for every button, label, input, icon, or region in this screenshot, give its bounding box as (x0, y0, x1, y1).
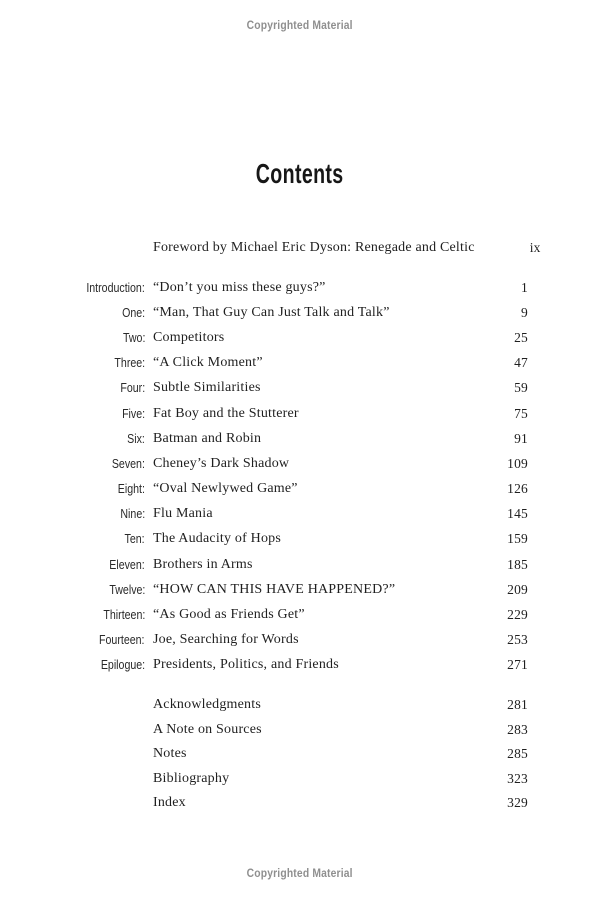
chapter-title: Cheney’s Dark Shadow (153, 455, 290, 471)
back-matter-list (60, 693, 528, 816)
chapter-page-number: 75 (514, 405, 528, 421)
toc-row (60, 426, 528, 451)
chapter-page-number: 329 (507, 795, 528, 811)
toc-row (60, 300, 528, 325)
chapter-label: Eleven: (109, 557, 145, 572)
chapter-label: Five: (121, 406, 145, 421)
chapter-title: Subtle Similarities (153, 380, 261, 396)
chapter-title: “Oval Newlywed Game” (153, 481, 298, 497)
toc-row (60, 502, 528, 527)
toc-row (60, 325, 528, 350)
foreword-row (60, 235, 541, 260)
chapter-page-number: 109 (507, 455, 528, 471)
chapter-label: Thirteen: (103, 608, 145, 623)
toc-row (60, 577, 528, 602)
chapter-page-number: 271 (507, 657, 528, 673)
chapter-label: Four: (120, 381, 145, 396)
chapter-label-cell (60, 505, 145, 523)
foreword-title: Foreword by Michael Eric Dyson: Renegade and Celtic (153, 239, 475, 255)
chapter-label-cell (60, 556, 145, 574)
toc-row (60, 742, 528, 767)
toc-row (60, 527, 528, 552)
chapter-title: Batman and Robin (153, 430, 262, 446)
toc-row (60, 552, 528, 577)
chapter-label: Six: (127, 431, 145, 446)
chapter-title: Flu Mania (153, 506, 213, 522)
chapter-label-cell (60, 581, 145, 599)
chapter-page-number: 283 (507, 721, 528, 737)
chapter-page-number: 91 (514, 430, 528, 446)
chapter-title: The Audacity of Hops (153, 531, 282, 547)
toc-row (60, 451, 528, 476)
page-title (0, 154, 600, 191)
toc-row (60, 791, 528, 816)
foreword-page-number: ix (529, 239, 541, 255)
chapter-page-number: 229 (507, 607, 528, 623)
chapter-page-number: 159 (507, 531, 528, 547)
copyright-notice-bottom (0, 866, 600, 880)
chapter-title: Index (153, 795, 186, 811)
chapter-label: Ten: (124, 532, 145, 547)
chapter-page-number: 323 (507, 770, 528, 786)
toc-row (60, 602, 528, 627)
chapter-label: Nine: (120, 507, 145, 522)
chapter-page-number: 9 (521, 304, 528, 320)
chapter-title: “Man, That Guy Can Just Talk and Talk” (153, 304, 390, 320)
chapter-page-number: 185 (507, 556, 528, 572)
chapter-page-number: 253 (507, 632, 528, 648)
chapter-label-cell (60, 379, 145, 397)
page-title-text: Contents (256, 158, 344, 189)
chapter-label-cell (60, 530, 145, 548)
toc-row (60, 653, 528, 678)
chapter-label-cell (60, 354, 145, 372)
chapter-label: Fourteen: (99, 633, 145, 648)
toc-row (60, 767, 528, 792)
chapter-title: “As Good as Friends Get” (153, 607, 305, 623)
toc-row (60, 351, 528, 376)
chapter-title: Presidents, Politics, and Friends (153, 657, 339, 673)
chapter-label-cell (60, 631, 145, 649)
chapter-label: Two: (122, 330, 145, 345)
chapter-title: Acknowledgments (153, 697, 261, 713)
chapter-page-number: 281 (507, 697, 528, 713)
chapter-label: Epilogue: (100, 658, 145, 673)
toc-row (60, 275, 528, 300)
chapter-label-cell (60, 480, 145, 498)
chapter-label-cell (60, 430, 145, 448)
chapter-label-cell (60, 329, 145, 347)
chapter-label: Eight: (117, 482, 145, 497)
copyright-notice-bottom-text: Copyrighted Material (246, 866, 354, 880)
chapter-page-number: 285 (507, 746, 528, 762)
chapter-label-cell (60, 405, 145, 423)
chapter-label: Twelve: (108, 582, 145, 597)
chapter-title: Notes (153, 746, 187, 762)
chapter-title: Joe, Searching for Words (153, 632, 299, 648)
chapter-label: One: (121, 305, 145, 320)
chapter-page-number: 25 (514, 329, 528, 345)
chapter-title: Fat Boy and the Stutterer (153, 405, 299, 421)
chapter-title: “HOW CAN THIS HAVE HAPPENED?” (153, 581, 396, 597)
toc-row (60, 693, 528, 718)
chapter-label-cell (60, 304, 145, 322)
chapter-label: Seven: (111, 456, 145, 471)
chapter-page-number: 126 (507, 481, 528, 497)
toc-row (60, 376, 528, 401)
chapter-title: Brothers in Arms (153, 556, 253, 572)
chapter-page-number: 145 (507, 506, 528, 522)
chapter-page-number: 47 (514, 355, 528, 371)
copyright-notice-top (0, 18, 600, 32)
chapter-list (60, 275, 528, 678)
chapter-title: Bibliography (153, 770, 230, 786)
chapter-page-number: 59 (514, 380, 528, 396)
chapter-title: “Don’t you miss these guys?” (153, 279, 326, 295)
chapter-title: A Note on Sources (153, 721, 262, 737)
chapter-title: Competitors (153, 329, 225, 345)
chapter-label-cell (60, 606, 145, 624)
toc-row (60, 628, 528, 653)
chapter-label-cell (60, 279, 145, 297)
copyright-notice-top-text: Copyrighted Material (246, 18, 354, 32)
chapter-label: Introduction: (86, 280, 145, 295)
chapter-page-number: 209 (507, 581, 528, 597)
chapter-title: “A Click Moment” (153, 355, 263, 371)
toc-row (60, 401, 528, 426)
toc-row (60, 718, 528, 743)
chapter-label-cell (60, 455, 145, 473)
toc-row (60, 477, 528, 502)
chapter-label-cell (60, 656, 145, 674)
chapter-page-number: 1 (521, 279, 528, 295)
chapter-label: Three: (114, 356, 145, 371)
foreword-section (60, 235, 541, 260)
